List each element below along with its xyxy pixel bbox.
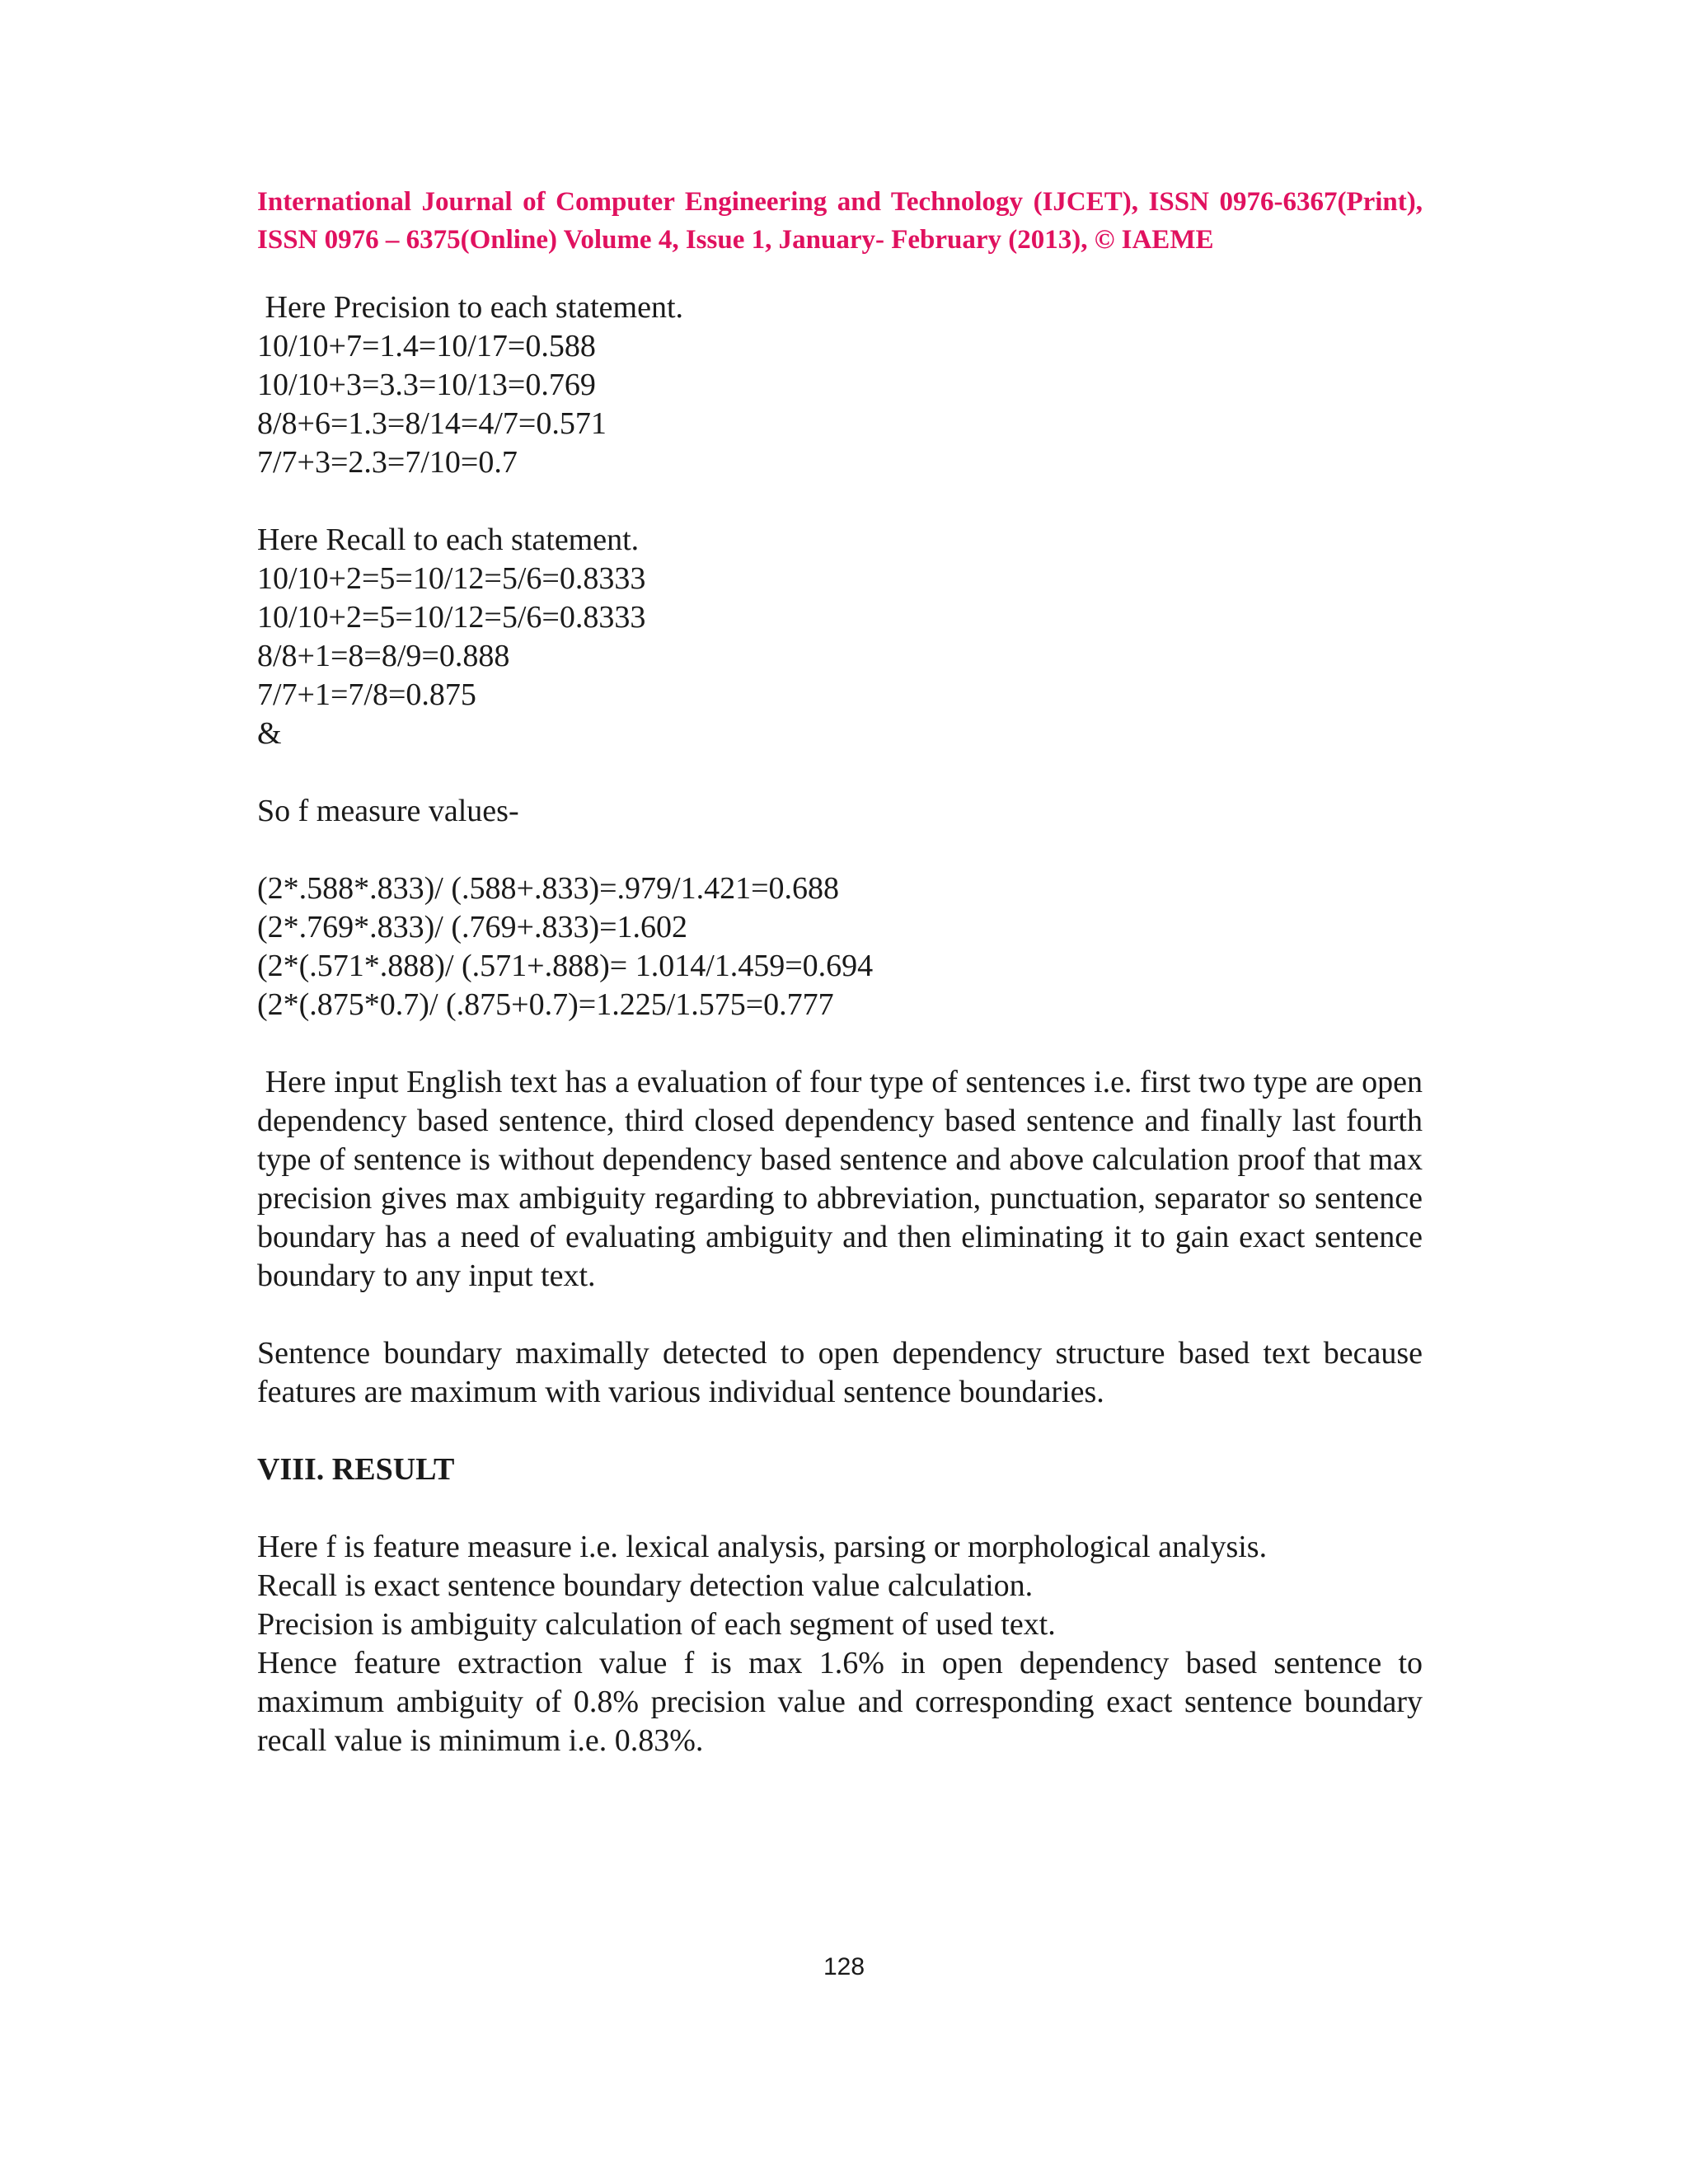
section-heading-result: VIII. RESULT xyxy=(257,1452,455,1487)
recall-line: 8/8+1=8=8/9=0.888 xyxy=(257,639,510,673)
spacer xyxy=(257,1489,1423,1528)
fmeasure-line: (2*(.875*0.7)/ (.875+0.7)=1.225/1.575=0.777 xyxy=(257,987,834,1022)
spacer xyxy=(257,482,1423,521)
fmeasure-line: (2*.769*.833)/ (.769+.833)=1.602 xyxy=(257,910,688,944)
spacer xyxy=(257,1296,1423,1334)
recall-line: 10/10+2=5=10/12=5/6=0.8333 xyxy=(257,561,646,596)
precision-intro: Here Precision to each statement. xyxy=(257,290,684,325)
page-body xyxy=(257,288,1431,1760)
spacer xyxy=(257,753,1423,792)
fmeasure-line: (2*.588*.833)/ (.588+.833)=.979/1.421=0.688 xyxy=(257,871,840,906)
evaluation-paragraph: Here input English text has a evaluation of four type of sentences i.e. first two type are open dependency based sentence, third closed dependency based sentence and finally last fourth type of sentence is without dependency based sentence and above calculation proof that max precision gives max ambiguity regarding to abbreviation, punctuation, separator so sentence boundary has a need of evaluating ambiguity and then eliminating it to gain exact sentence boundary to any input text. xyxy=(257,1065,1431,1293)
spacer xyxy=(257,831,1423,869)
precision-line: 7/7+3=2.3=7/10=0.7 xyxy=(257,445,518,480)
fmeasure-section xyxy=(257,792,1423,1024)
precision-line: 10/10+7=1.4=10/17=0.588 xyxy=(257,329,596,363)
result-line: Here f is feature measure i.e. lexical analysis, parsing or morphological analysis. xyxy=(257,1530,1268,1564)
spacer xyxy=(257,1024,1423,1063)
recall-line: 10/10+2=5=10/12=5/6=0.8333 xyxy=(257,600,646,635)
page-number: 128 xyxy=(823,1953,865,1980)
result-line: Precision is ambiguity calculation of each segment of used text. xyxy=(257,1607,1056,1642)
precision-line: 8/8+6=1.3=8/14=4/7=0.571 xyxy=(257,406,607,441)
journal-header: International Journal of Computer Engineering and Technology (IJCET), ISSN 0976-6367(Print), ISSN 0976 – 6375(Online) Volume 4, Issue 1, January- February (2013), © IAEME xyxy=(257,187,1423,255)
recall-line: & xyxy=(257,716,282,751)
fmeasure-line: (2*(.571*.888)/ (.571+.888)= 1.014/1.459=0.694 xyxy=(257,949,874,983)
result-line: Recall is exact sentence boundary detection value calculation. xyxy=(257,1568,1034,1603)
precision-line: 10/10+3=3.3=10/13=0.769 xyxy=(257,368,596,402)
result-section xyxy=(257,1528,1423,1644)
spacer xyxy=(257,1412,1423,1451)
boundary-paragraph: Sentence boundary maximally detected to open dependency structure based text because features are maximum with various individual sentence boundaries. xyxy=(257,1336,1423,1409)
result-conclusion: Hence feature extraction value f is max 1.6% in open dependency based sentence to maximum ambiguity of 0.8% precision value and corresponding exact sentence boundary recall value is minimum i.e. 0.83%. xyxy=(257,1646,1423,1758)
recall-section xyxy=(257,521,1423,753)
fmeasure-intro: So f measure values- xyxy=(257,794,519,828)
precision-section xyxy=(257,288,1423,482)
recall-intro: Here Recall to each statement. xyxy=(257,523,640,557)
recall-line: 7/7+1=7/8=0.875 xyxy=(257,677,476,712)
